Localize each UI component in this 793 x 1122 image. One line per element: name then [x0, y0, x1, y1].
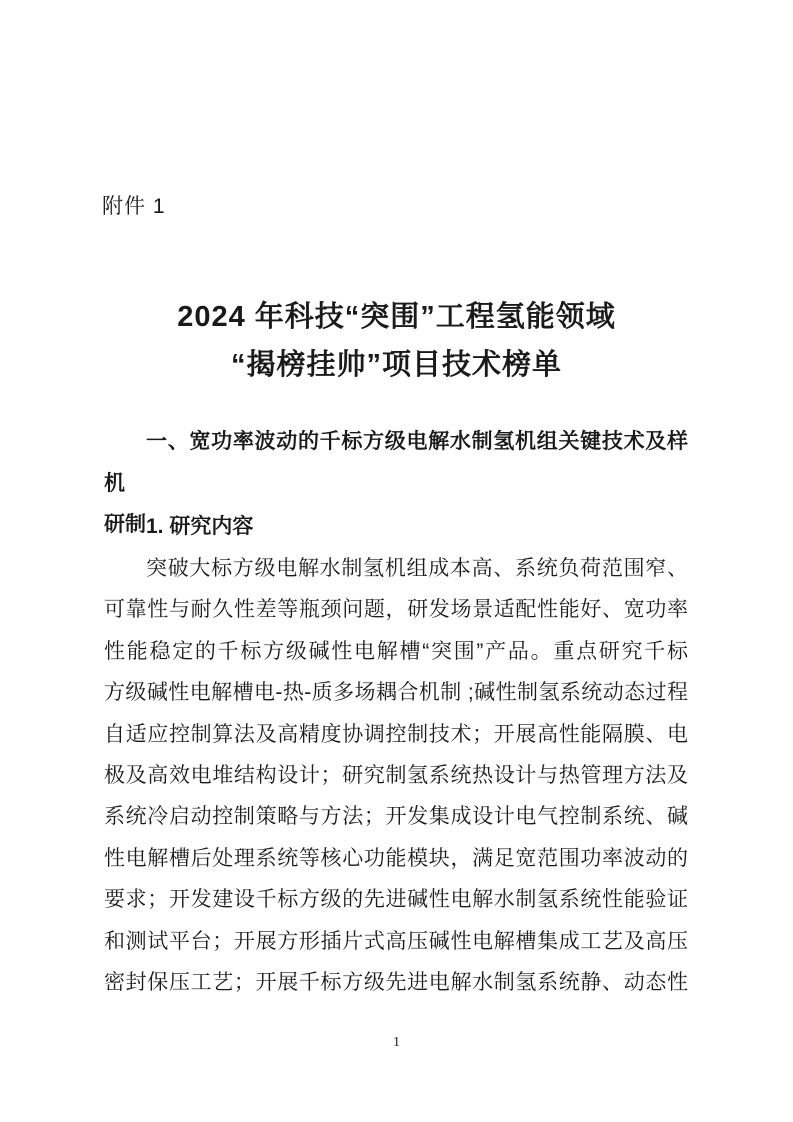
body-line: 和测试平台；开展方形插片式高压碱性电解槽集成工艺及高压	[104, 929, 688, 953]
document-title-line-2: “揭榜挂帅”项目技术榜单	[230, 349, 562, 381]
body-line: 要求；开发建设千标方级的先进碱性电解水制氢系统性能验证	[104, 888, 688, 912]
section-heading-line-2: 研制	[104, 513, 146, 536]
body-line: 自适应控制算法及高精度协调控制技术；开展高性能隔膜、电	[104, 722, 688, 746]
body-line: 可靠性与耐久性差等瓶颈问题，研发场景适配性能好、宽功率	[104, 598, 688, 622]
document-title-line-1: 2024 年科技“突围”工程氢能领域	[177, 301, 616, 333]
body-line: 突破大标方级电解水制氢机组成本高、系统负荷范围窄、	[146, 557, 688, 580]
body-line: 方级碱性电解槽电-热-质多场耦合机制 ;碱性制氢系统动态过程	[104, 681, 688, 705]
body-line: 极及高效电堆结构设计；研究制氢系统热设计与热管理方法及	[104, 764, 688, 788]
subsection-heading: 1. 研究内容	[146, 515, 254, 538]
section-heading-line-1: 一、宽功率波动的千标方级电解水制氢机组关键技术及样机	[104, 430, 688, 495]
body-paragraph	[104, 548, 688, 1003]
body-line: 密封保压工艺；开展千标方级先进电解水制氢系统静、动态性	[104, 971, 688, 995]
page-number: 1	[393, 1035, 400, 1050]
attachment-label: 附件 1	[102, 195, 166, 218]
body-line: 系统冷启动控制策略与方法；开发集成设计电气控制系统、碱	[104, 805, 688, 829]
body-line: 性能稳定的千标方级碱性电解槽“突围”产品。重点研究千标	[104, 639, 688, 663]
document-title	[0, 293, 793, 389]
body-line: 性电解槽后处理系统等核心功能模块，满足宽范围功率波动的	[104, 846, 688, 870]
